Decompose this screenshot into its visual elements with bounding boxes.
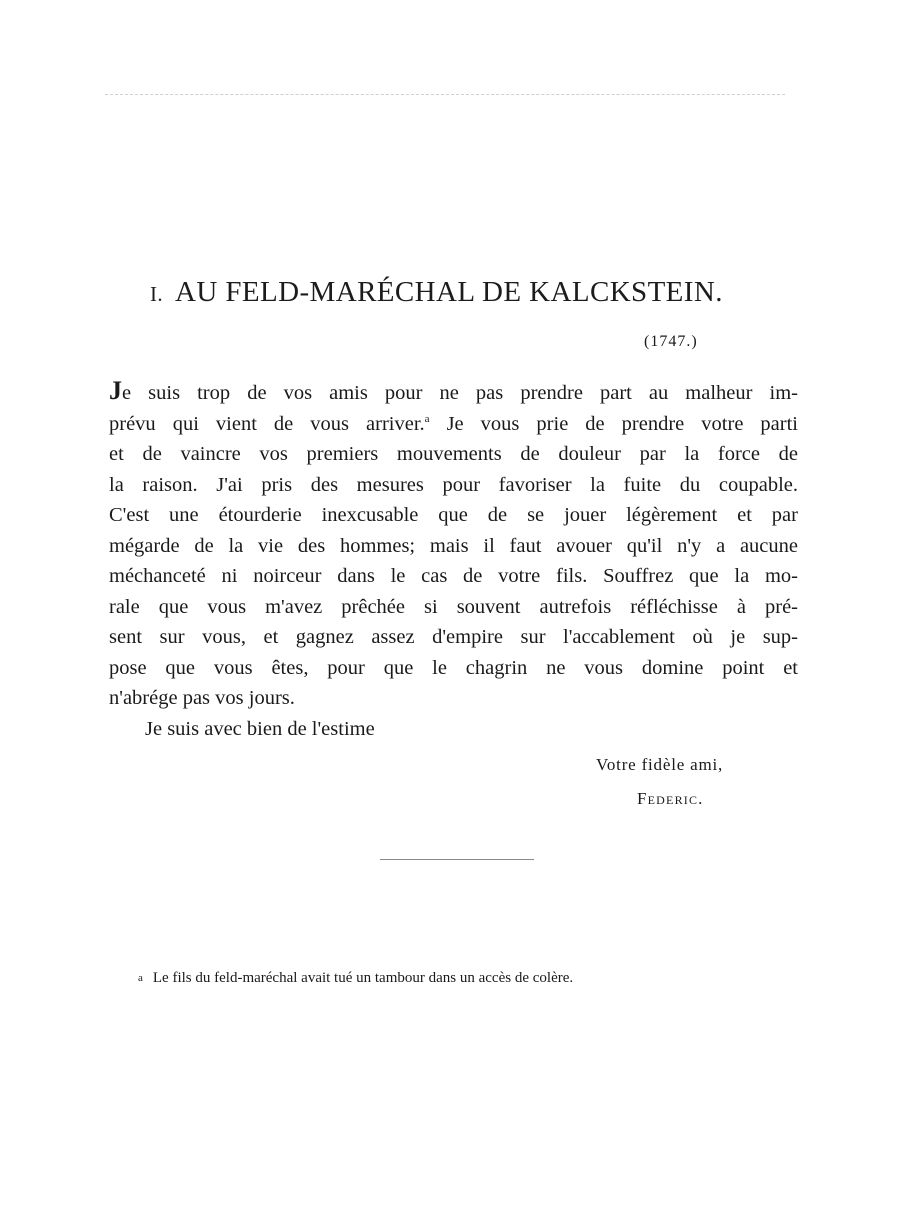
footnote-reference: a [424, 412, 430, 425]
letter-line-11: n'abrége pas vos jours. [109, 687, 295, 709]
initial-letter: J [109, 376, 122, 405]
letter-heading [150, 276, 790, 309]
section-rule [380, 859, 534, 860]
letter-line-9: sent sur vous, et gagnez assez d'empire sur l'accablement où je sup- [109, 626, 798, 648]
letter-line-12: Je suis avec bien de l'estime [145, 717, 375, 740]
footnote [138, 970, 573, 987]
letter-line-6: mégarde de la vie des hommes; mais il faut avouer qu'il n'y a aucune [109, 534, 798, 557]
letter-line-2a: prévu qui vient de vous arriver. [109, 412, 425, 435]
footnote-marker: a [138, 972, 143, 984]
letter-date: (1747.) [644, 333, 698, 350]
letter-closing: Votre fidèle ami, [596, 755, 724, 774]
letter-line-8: rale que vous m'avez prêchée si souvent autrefois réfléchisse à pré- [109, 595, 798, 618]
letter-signature: Federic. [637, 789, 704, 808]
letter-line-2b: Je vous prie de prendre votre parti [446, 412, 799, 435]
letter-number: I. [150, 282, 164, 306]
letter-line-7: méchanceté ni noirceur dans le cas de votre fils. Souffrez que la mo- [109, 565, 798, 587]
letter-body [109, 376, 798, 744]
letter-line-2 [109, 409, 798, 440]
letter-line-10: pose que vous êtes, pour que le chagrin ne vous domine point et [109, 656, 798, 679]
letter-line-1: Je suis trop de vos amis pour ne pas prendre part au malheur im- [109, 376, 798, 405]
letter-line-4: la raison. J'ai pris des mesures pour favoriser la fuite du coupable. [109, 473, 798, 496]
top-rule [105, 94, 785, 95]
letter-line-5: C'est une étourderie inexcusable que de se jouer légèrement et par [109, 504, 798, 526]
letter-title: AU FELD-MARÉCHAL DE KALCKSTEIN. [175, 276, 723, 308]
footnote-text: Le fils du feld-maréchal avait tué un tambour dans un accès de colère. [152, 970, 574, 986]
letter-line-3: et de vaincre vos premiers mouvements de douleur par la force de [109, 443, 798, 465]
